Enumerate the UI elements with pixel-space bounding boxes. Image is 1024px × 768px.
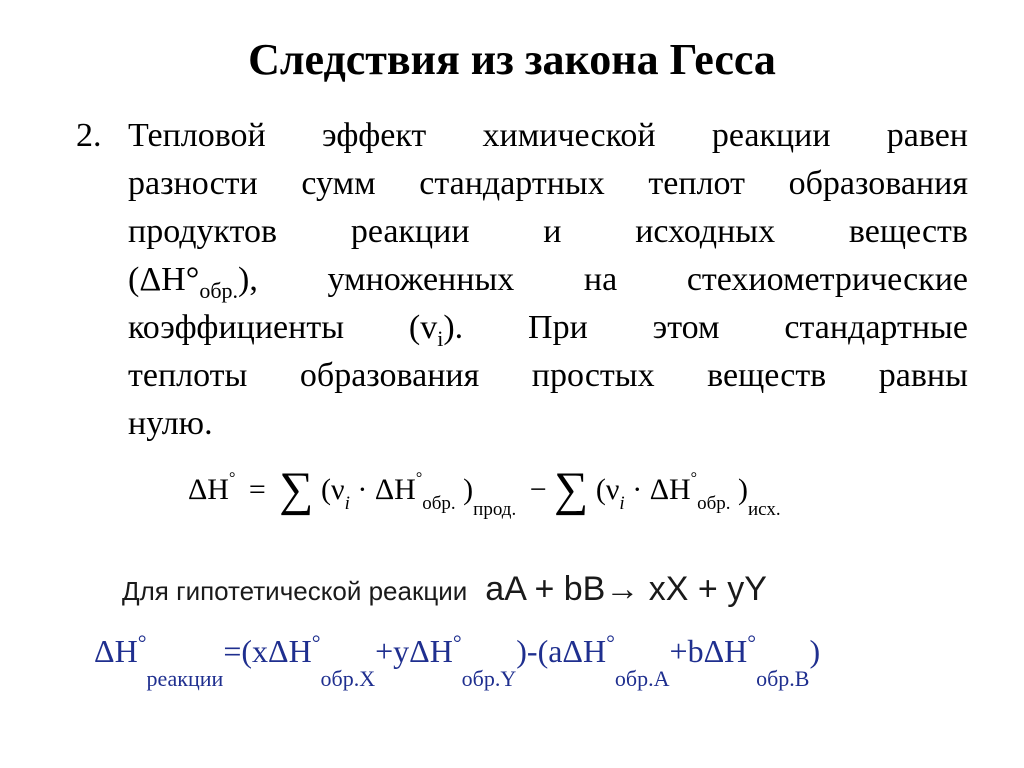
subscript-obr-a: обр.A [614,666,670,691]
word: на [583,261,618,298]
subscript-prod: прод. [473,499,517,520]
degree-mark: ° [747,630,757,655]
minus-sign: − [529,473,547,506]
open-nu: (ν [595,473,620,506]
degree-mark: ° [415,470,423,487]
delta-h: ΔH [649,473,691,506]
subscript-obr-x: обр.X [320,666,376,691]
paragraph-line-5 [128,304,968,352]
dot-operator: · [357,473,368,506]
word: равны [878,357,968,394]
word: стандартных [419,165,605,202]
word: веществ [848,213,968,250]
word: нулю. [128,405,213,442]
stoich-symbol: $(v_i)$. [408,309,464,351]
reaction-enthalpy-formula [94,630,820,692]
paragraph-line-7 [128,400,968,448]
word: реакции [711,117,831,154]
subscript-isx: исх. [747,499,781,520]
word: химической [482,117,656,154]
degree-mark: ° [606,630,615,655]
equals-sign: = [248,473,266,506]
delta-h: ΔH [374,473,416,506]
reaction-equation: aA + bB→ xX + yY [485,570,767,608]
word: коэффициенты [128,309,345,346]
enthalpy-symbol: $(\Delta H^\circ_{обр.})$, [128,261,258,303]
term: +bΔH [669,633,748,669]
term: ) [809,633,821,669]
open-nu: (ν [321,473,345,506]
hypothetical-label: Для гипотетической реакции [122,576,468,606]
index-i: i [619,493,625,514]
sum-symbol: ∑ [279,463,314,516]
close-paren: ) [737,473,748,506]
word: стехиометрические [686,261,968,298]
word: Тепловой [128,117,266,154]
delta-h: ΔH [188,473,229,506]
subscript-reaction: реакции [146,666,224,691]
degree-mark: ° [690,470,698,487]
hess-formula [188,462,781,522]
term: =(xΔH [223,633,312,669]
subscript-obr-b: обр.B [756,666,810,691]
word: и [543,213,562,250]
word: образования [788,165,968,202]
word: образования [299,357,480,394]
paragraph-line-2 [128,160,968,208]
degree-mark: ° [452,630,462,655]
statement-paragraph [128,112,968,448]
index-i: i [344,493,350,514]
word: разности [128,165,258,202]
word: теплоты [128,357,248,394]
subscript-obr: обр. [199,278,239,303]
word: эффект [322,117,427,154]
word: веществ [707,357,827,394]
term: ΔH [94,633,138,669]
paragraph-line-3 [128,208,968,256]
degree-mark: ° [311,630,321,655]
word: При [528,309,588,346]
word: исходных [635,213,776,250]
word: равен [886,117,968,154]
word: сумм [301,165,376,202]
subscript-obr: обр. [697,493,731,514]
word: простых [531,357,655,394]
term: +yΔH [375,633,453,669]
word: теплот [648,165,745,202]
term: )-(aΔH [516,633,607,669]
subscript-obr: обр. [422,493,456,514]
dot-operator: · [632,473,643,506]
item-number: 2. [76,117,102,154]
paragraph-line-6 [128,352,968,400]
subscript-i: i [437,326,444,351]
subscript-obr-y: обр.Y [461,666,517,691]
close-paren: ) [463,473,474,506]
degree-mark: ° [137,630,147,655]
sum-symbol: ∑ [554,463,589,516]
word: стандартные [784,309,968,346]
degree-mark: ° [228,470,236,487]
slide-title: Следствия из закона Гесса [248,35,776,84]
paragraph-line-1 [128,112,968,160]
word: умноженных [327,261,515,298]
word: реакции [350,213,470,250]
word: этом [652,309,720,346]
word: продуктов [128,213,278,250]
hypothetical-reaction [122,570,767,609]
paragraph-line-4 [128,256,968,304]
